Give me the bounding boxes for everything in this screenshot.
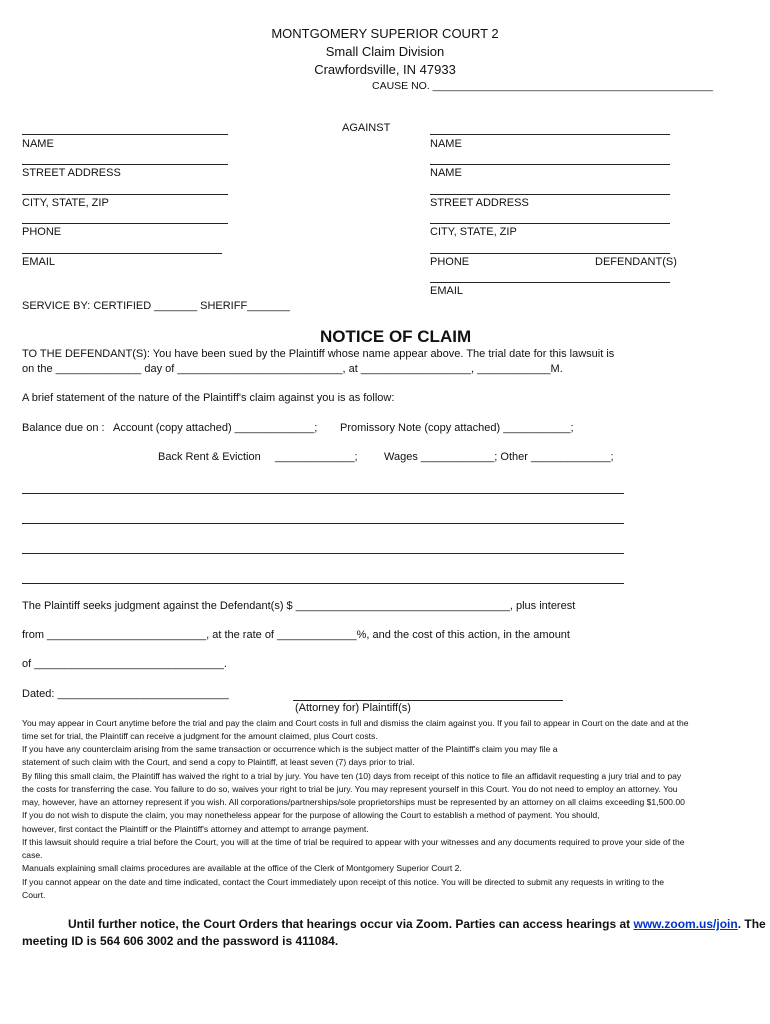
defendant-email-label: EMAIL	[430, 285, 464, 297]
plaintiff-city-line	[22, 194, 228, 195]
plaintiff-email-line	[22, 253, 222, 254]
instruction-line-4: statement of such claim with the Court, and send a copy to Plaintiff, at least seven (7) days prior to trial.	[22, 757, 415, 767]
defendant-street-label: STREET ADDRESS	[430, 197, 529, 209]
plaintiff-name-line	[22, 134, 228, 135]
defendant-phone-label: PHONE	[430, 256, 470, 268]
court-division: Small Claim Division	[325, 44, 445, 59]
plaintiff-phone-label: PHONE	[22, 226, 62, 238]
judgment-line-2: from __________________________, at the rate of _____________%, and the cost of this action, in the amount	[22, 629, 570, 641]
court-city: Crawfordsville, IN 47933	[314, 62, 456, 77]
notice-line-1: TO THE DEFENDANT(S): You have been sued by the Plaintiff whose name appear above. The trial date for this lawsuit is	[22, 348, 615, 360]
defendant-phone-line	[430, 253, 670, 254]
against-label: AGAINST	[342, 122, 391, 134]
defendant-name-label-2: NAME	[430, 167, 462, 179]
zoom-notice-line-2: meeting ID is 564 606 3002 and the password is 411084.	[22, 934, 339, 948]
instruction-line-2: time set for trial, the Plaintiff can receive a judgment for the amount claimed, plus Court costs.	[22, 731, 378, 741]
instruction-line-1: You may appear in Court anytime before the trial and pay the claim and Court costs in full and dismiss the claim against you. If you fail to appear in Court on the date and at the	[22, 718, 689, 728]
dated-field: Dated: ____________________________	[22, 688, 229, 700]
plaintiff-phone-line	[22, 223, 228, 224]
instruction-line-9: however, first contact the Plaintiff or the Plaintiff's attorney and attempt to arrange payment.	[22, 824, 369, 834]
statement-line-1	[22, 493, 624, 494]
defendant-tag: DEFENDANT(S)	[595, 256, 677, 268]
claim-statement: A brief statement of the nature of the Plaintiff's claim against you is as follow:	[22, 392, 395, 404]
back-rent-label: Back Rent & Eviction	[158, 451, 261, 463]
zoom-notice-line-1	[68, 917, 766, 931]
promissory-option: Promissory Note (copy attached) ___________;	[340, 422, 574, 434]
zoom-join-link[interactable]: www.zoom.us/join	[633, 917, 738, 931]
instruction-line-14: Court.	[22, 890, 46, 900]
zoom-notice-tail: . The	[737, 917, 766, 931]
instruction-line-5: By filing this small claim, the Plaintiff has waived the right to a trial by jury. You have ten (10) days from receipt of this notice to file an affidavit requesting a jury trial and to pay	[22, 771, 682, 781]
plaintiff-email-label: EMAIL	[22, 256, 56, 268]
back-rent-blank: _____________;	[275, 451, 358, 463]
notice-title: NOTICE OF CLAIM	[320, 327, 472, 346]
defendant-email-line	[430, 282, 670, 283]
defendant-name-label-1: NAME	[430, 138, 462, 150]
plaintiff-street-line	[22, 164, 228, 165]
plaintiff-city-label: CITY, STATE, ZIP	[22, 197, 109, 209]
instruction-line-10: If this lawsuit should require a trial before the Court, you will at the time of trial be required to appear with your witnesses and any documents required to prove your side of the	[22, 837, 685, 847]
judgment-line-1: The Plaintiff seeks judgment against the Defendant(s) $ ___________________________________, plus interest	[22, 600, 576, 612]
judgment-line-3: of _______________________________.	[22, 658, 227, 670]
instruction-line-13: If you cannot appear on the date and time indicated, contact the Court immediately upon receipt of this notice. You will be directed to submit any requests in writing to the	[22, 877, 665, 887]
instruction-line-12: Manuals explaining small claims procedures are available at the office of the Clerk of Montgomery Superior Court 2.	[22, 863, 462, 873]
plaintiff-street-label: STREET ADDRESS	[22, 167, 121, 179]
defendant-city-label: CITY, STATE, ZIP	[430, 226, 517, 238]
instruction-line-8: If you do not wish to dispute the claim, you may nonetheless appear for the purpose of allowing the Court to establish a method of payment. You should,	[22, 810, 600, 820]
instruction-line-7: may, however, have an attorney represent if you wish. All corporations/partnerships/sole proprietorships must be represented by an attorney on all claims exceeding $1,500.00	[22, 797, 685, 807]
attorney-label: (Attorney for) Plaintiff(s)	[295, 702, 411, 714]
defendant-name-line-1	[430, 134, 670, 135]
zoom-notice-text: Until further notice, the Court Orders that hearings occur via Zoom. Parties can access hearings at	[68, 917, 634, 931]
plaintiff-name-label: NAME	[22, 138, 54, 150]
defendant-name-line-2	[430, 164, 670, 165]
defendant-city-line	[430, 223, 670, 224]
balance-label: Balance due on :	[22, 422, 105, 434]
statement-line-4	[22, 583, 624, 584]
court-name: MONTGOMERY SUPERIOR COURT 2	[271, 26, 499, 41]
instruction-line-6: the costs for transferring the case. You failure to do so, waives your right to trial be jury. You may represent yourself in this Court. You do not need to employ an attorney. You	[22, 784, 678, 794]
account-option: Account (copy attached) _____________;	[113, 422, 318, 434]
attorney-signature-line	[293, 700, 563, 701]
service-by: SERVICE BY: CERTIFIED _______ SHERIFF_______	[22, 300, 291, 312]
wages-other-option: Wages ____________; Other _____________;	[384, 451, 614, 463]
notice-line-2: on the ______________ day of ___________________________, at __________________, ____________M.	[22, 363, 563, 375]
statement-line-3	[22, 553, 624, 554]
defendant-street-line	[430, 194, 670, 195]
cause-number: CAUSE NO. ________________________________________________	[372, 80, 713, 92]
statement-line-2	[22, 523, 624, 524]
instruction-line-3: If you have any counterclaim arising from the same transaction or occurrence which is the subject matter of the Plaintiff's claim you may file a	[22, 744, 558, 754]
instruction-line-11: case.	[22, 850, 43, 860]
